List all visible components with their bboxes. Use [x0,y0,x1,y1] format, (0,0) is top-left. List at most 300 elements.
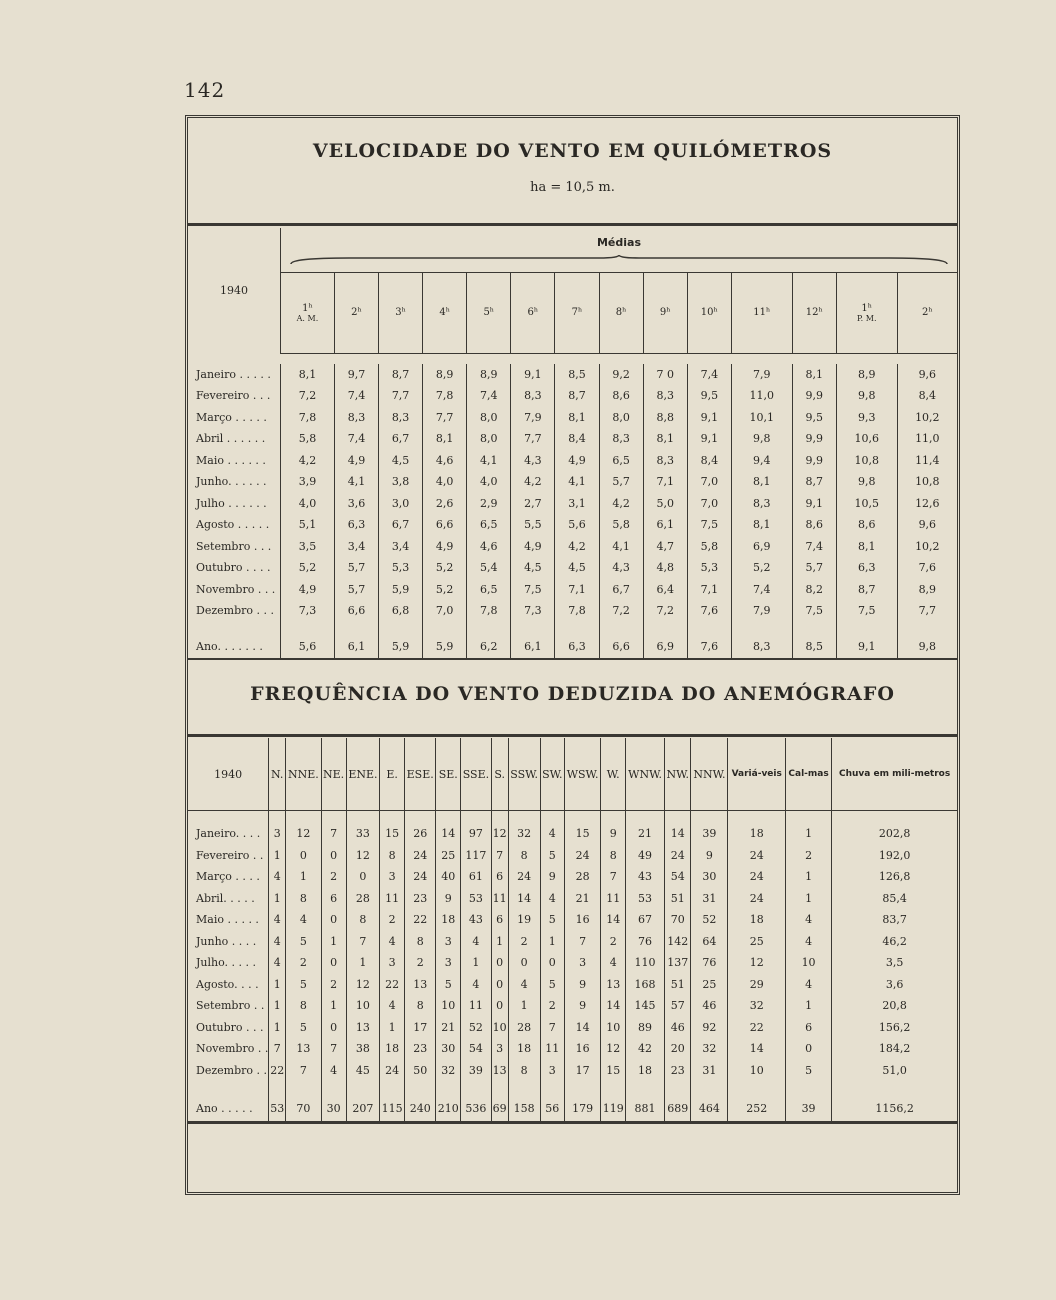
frequency-cell: 22 [728,1017,785,1039]
frequency-cell: 0 [540,952,564,974]
frequency-cell: 3 [491,1038,508,1060]
frequency-cell: 126,8 [878,870,911,884]
frequency-cell: 22 [404,909,435,931]
frequency-cell: 14 [728,1038,785,1060]
frequency-cell: 23 [404,888,435,910]
speed-cell: 8,1 [281,364,335,386]
speed-cell: 4,6 [423,450,467,472]
page-frame [185,115,960,1195]
direction-header: SSW. [508,738,540,811]
frequency-cell: 45 [346,1060,380,1082]
frequency-cell: 25 [691,974,728,996]
gap-cell [601,1081,626,1095]
month-label: Setembro . . [188,995,269,1017]
month-label: Junho . . . . [188,931,269,953]
frequency-cell: 54 [665,866,691,888]
speed-cell: 8,7 [792,471,836,493]
frequency-cell: 145 [626,995,665,1017]
speed-cell: 7,4 [687,364,731,386]
frequency-cell: 4 [461,931,492,953]
frequency-cell: 20,8 [882,999,907,1013]
month-label: Dezembro . . . [188,600,281,622]
spacer-cell [665,811,691,824]
frequency-cell: 24 [404,866,435,888]
frequency-cell: 16 [564,909,601,931]
table-row [188,952,957,974]
annual-cell: 9,8 [918,640,937,653]
speed-cell: 5,7 [334,579,378,601]
frequency-cell: 28 [346,888,380,910]
frequency-cell: 5 [286,1017,322,1039]
gap-cell [728,1081,785,1095]
speed-cell: 7,0 [687,493,731,515]
speed-cell: 7,8 [467,600,511,622]
frequency-cell: 76 [626,931,665,953]
table-row [188,1017,957,1039]
frequency-cell: 4 [785,909,831,931]
speed-cell: 8,7 [836,579,897,601]
direction-header: NE. [321,738,346,811]
frequency-cell: 17 [564,1060,601,1082]
hour-label: 2ʰ [351,307,362,319]
speed-cell: 9,8 [836,385,897,407]
speed-cell: 7 0 [643,364,687,386]
frequency-cell: 12 [601,1038,626,1060]
annual-cell: 39 [785,1095,831,1123]
frequency-cell: 1 [540,931,564,953]
gap-cell [380,1081,405,1095]
annual-cell: 7,6 [687,634,731,660]
frequency-cell: 25 [436,845,461,867]
frequency-cell: 9 [691,845,728,867]
medias-label: Médias [596,235,642,249]
frequency-cell: 9 [564,995,601,1017]
speed-cell: 5,7 [792,557,836,579]
speed-cell: 7,6 [687,600,731,622]
speed-cell: 4,9 [511,536,555,558]
speed-cell: 7,2 [643,600,687,622]
gap-cell [665,1081,691,1095]
annual-cell: 8,3 [731,634,792,660]
direction-header: SW. [540,738,564,811]
frequency-cell: 15 [564,823,601,845]
frequency-cell: 50 [404,1060,435,1082]
table-row [188,909,957,931]
frequency-cell: 52 [691,909,728,931]
speed-cell: 9,1 [792,493,836,515]
frequency-cell: 22 [380,974,405,996]
frequency-cell: 32 [508,823,540,845]
direction-header: NW. [665,738,691,811]
speed-cell: 4,7 [643,536,687,558]
frequency-cell: 14 [564,1017,601,1039]
frequency-cell: 85,4 [882,891,907,905]
hour-period: P. M. [856,313,877,323]
table-row [188,888,957,910]
frequency-cell: 11 [380,888,405,910]
gap-cell [832,1081,957,1095]
frequency-cell: 23 [404,1038,435,1060]
speed-cell: 6,1 [643,514,687,536]
speed-cell: 4,8 [643,557,687,579]
speed-cell: 6,4 [643,579,687,601]
frequency-cell: 6 [491,866,508,888]
speed-cell: 6,6 [423,514,467,536]
speed-cell: 9,8 [836,471,897,493]
frequency-cell: 2 [286,952,322,974]
frequency-cell: 52 [461,1017,492,1039]
annual-cell: 689 [665,1095,691,1123]
spacer-cell [404,811,435,824]
spacer-cell [508,811,540,824]
frequency-cell: 0 [321,1017,346,1039]
direction-header: N. [269,738,286,811]
frequency-cell: 21 [436,1017,461,1039]
t1-year-header: 1940 [188,228,281,353]
frequency-cell: 3 [380,952,405,974]
frequency-cell: 8 [380,845,405,867]
hour-label: 3ʰ [395,307,406,319]
speed-cell: 9,1 [687,407,731,429]
speed-cell: 8,3 [511,385,555,407]
speed-cell: 7,7 [379,385,423,407]
hour-header [511,273,555,353]
frequency-cell: 2 [601,931,626,953]
frequency-cell: 53 [626,888,665,910]
speed-cell: 4,2 [281,450,335,472]
speed-cell: 5,8 [281,428,335,450]
annual-cell: 6,2 [467,634,511,660]
speed-cell: 9,6 [918,367,937,381]
speed-cell: 8,0 [599,407,643,429]
speed-cell: 8,6 [792,514,836,536]
month-label: Maio . . . . . . [188,450,281,472]
speed-cell: 8,1 [731,471,792,493]
speed-cell: 7,1 [643,471,687,493]
speed-cell: 7,0 [423,600,467,622]
frequency-cell: 4 [286,909,322,931]
frequency-cell: 32 [691,1038,728,1060]
speed-cell: 7,5 [836,600,897,622]
speed-cell: 7,1 [687,579,731,601]
direction-header: S. [491,738,508,811]
frequency-cell: 8 [508,845,540,867]
hour-header [467,273,511,353]
speed-cell: 5,9 [379,579,423,601]
speed-cell: 8,3 [599,428,643,450]
frequency-cell: 5 [436,974,461,996]
frequency-cell: 12 [286,823,322,845]
speed-cell: 9,3 [836,407,897,429]
month-label: Agosto . . . . . [188,514,281,536]
spacer-cell [286,811,322,824]
speed-cell: 10,2 [915,539,940,553]
hour-label: 6ʰ [527,307,539,319]
speed-cell: 4,9 [555,450,599,472]
frequency-cell: 18 [626,1060,665,1082]
frequency-cell: 8 [404,931,435,953]
frequency-cell: 8 [508,1060,540,1082]
frequency-cell: 4 [380,995,405,1017]
rule-t2 [188,734,957,737]
speed-cell: 7,5 [687,514,731,536]
spacer-cell [188,353,957,364]
table-row [188,866,957,888]
frequency-cell: 51 [665,888,691,910]
frequency-cell: 4 [601,952,626,974]
frequency-cell: 0 [321,845,346,867]
speed-cell: 6,3 [334,514,378,536]
frequency-cell: 9 [564,974,601,996]
frequency-cell: 18 [436,909,461,931]
frequency-cell: 5 [540,974,564,996]
speed-cell: 7,1 [555,579,599,601]
frequency-cell: 46,2 [882,934,907,948]
frequency-cell: 2 [321,866,346,888]
frequency-cell: 51 [665,974,691,996]
direction-header: E. [380,738,405,811]
frequency-cell: 0 [491,974,508,996]
hour-header [643,273,687,353]
table-row [188,493,957,515]
frequency-cell: 3 [540,1060,564,1082]
speed-cell: 4,9 [423,536,467,558]
frequency-cell: 4 [540,823,564,845]
speed-cell: 7,4 [731,579,792,601]
frequency-cell: 7 [321,823,346,845]
gap-row [188,1081,957,1095]
hour-label: 10ʰ [700,307,718,319]
frequency-cell: 10 [346,995,380,1017]
frequency-cell: 28 [564,866,601,888]
frequency-cell: 156,2 [878,1020,911,1034]
table-row [188,974,957,996]
frequency-cell: 13 [286,1038,322,1060]
hour-label: 4ʰ [439,307,451,319]
gap-cell [188,622,281,634]
frequency-cell: 3 [380,866,405,888]
frequency-cell: 49 [626,845,665,867]
frequency-cell: 1 [269,1017,286,1039]
frequency-cell: 10 [436,995,461,1017]
frequency-cell: 9 [601,823,626,845]
speed-cell: 4,0 [467,471,511,493]
spacer-cell [540,811,564,824]
speed-cell: 8,9 [423,364,467,386]
spacer-cell [380,811,405,824]
frequency-cell: 43 [626,866,665,888]
frequency-cell: 4 [508,974,540,996]
gap-cell [508,1081,540,1095]
frequency-cell: 1 [269,845,286,867]
frequency-cell: 0 [321,909,346,931]
spacer-cell [436,811,461,824]
frequency-cell: 22 [269,1060,286,1082]
speed-cell: 10,5 [836,493,897,515]
frequency-cell: 61 [461,866,492,888]
gap-cell [334,622,378,634]
annual-cell: 69 [491,1095,508,1123]
frequency-cell: 13 [601,974,626,996]
direction-header: NNE. [286,738,322,811]
table-row [188,579,957,601]
medias-brace [289,255,949,265]
frequency-cell: 8 [286,888,322,910]
frequency-cell: 4 [321,1060,346,1082]
speed-cell: 7,4 [467,385,511,407]
gap-cell [626,1081,665,1095]
month-label: Maio . . . . . [188,909,269,931]
annual-cell: 881 [626,1095,665,1123]
frequency-cell: 70 [665,909,691,931]
frequency-cell: 14 [601,995,626,1017]
frequency-cell: 10 [728,1060,785,1082]
speed-cell: 4,0 [423,471,467,493]
frequency-cell: 29 [728,974,785,996]
frequency-cell: 202,8 [878,827,911,841]
speed-cell: 6,5 [467,514,511,536]
frequency-cell: 12 [346,974,380,996]
speed-cell: 4,5 [379,450,423,472]
annual-label: Ano . . . . . [188,1095,269,1123]
direction-header: W. [601,738,626,811]
annual-cell: 119 [601,1095,626,1123]
hour-header [555,273,599,353]
annual-cell: 6,1 [511,634,555,660]
calmas-header: Cal-mas [785,738,831,811]
frequency-cell: 6 [321,888,346,910]
hour-label: 8ʰ [615,307,627,319]
speed-cell: 9,2 [599,364,643,386]
direction-header: WNW. [626,738,665,811]
speed-cell: 8,3 [334,407,378,429]
frequency-cell: 23 [665,1060,691,1082]
speed-cell: 3,1 [555,493,599,515]
speed-cell: 8,1 [643,428,687,450]
frequency-cell: 5 [540,845,564,867]
gap-cell [404,1081,435,1095]
speed-cell: 9,9 [792,450,836,472]
gap-cell [555,622,599,634]
hour-header [687,273,731,353]
frequency-cell: 76 [691,952,728,974]
frequency-cell: 83,7 [882,913,907,927]
frequency-cell: 7 [540,1017,564,1039]
speed-cell: 6,7 [379,428,423,450]
table-row [188,557,957,579]
hour-header [379,273,423,353]
frequency-cell: 89 [626,1017,665,1039]
speed-cell: 3,9 [281,471,335,493]
annual-cell: 115 [380,1095,405,1123]
annual-label: Ano. . . . . . . [188,634,281,660]
frequency-cell: 10 [491,1017,508,1039]
speed-cell: 10,1 [731,407,792,429]
speed-cell: 8,8 [643,407,687,429]
speed-cell: 2,9 [467,493,511,515]
speed-cell: 5,2 [423,579,467,601]
gap-cell [423,622,467,634]
medias-header [281,228,958,273]
frequency-cell: 6 [785,1017,831,1039]
speed-cell: 5,5 [511,514,555,536]
frequency-cell: 110 [626,952,665,974]
frequency-cell: 2 [508,931,540,953]
speed-cell: 9,9 [792,385,836,407]
spacer-cell [188,811,269,824]
speed-cell: 3,0 [379,493,423,515]
frequency-cell: 1 [785,823,831,845]
speed-cell: 5,3 [379,557,423,579]
speed-cell: 8,9 [836,364,897,386]
speed-cell: 6,5 [599,450,643,472]
frequency-cell: 31 [691,1060,728,1082]
speed-cell: 5,6 [555,514,599,536]
frequency-cell: 18 [728,823,785,845]
frequency-cell: 3 [564,952,601,974]
gap-cell [436,1081,461,1095]
frequency-cell: 142 [665,931,691,953]
speed-cell: 5,4 [467,557,511,579]
annual-cell: 9,1 [836,634,897,660]
speed-cell: 10,6 [836,428,897,450]
gap-cell [269,1081,286,1095]
frequency-cell: 54 [461,1038,492,1060]
frequency-cell: 168 [626,974,665,996]
speed-cell: 6,9 [731,536,792,558]
table-row [188,823,957,845]
spacer-cell [321,811,346,824]
speed-cell: 8,7 [555,385,599,407]
frequency-cell: 42 [626,1038,665,1060]
variaveis-header: Variá-veis [728,738,785,811]
annual-cell: 179 [564,1095,601,1123]
speed-cell: 8,7 [379,364,423,386]
speed-cell: 6,3 [836,557,897,579]
direction-header: ESE. [404,738,435,811]
gap-cell [691,1081,728,1095]
speed-cell: 6,7 [379,514,423,536]
speed-cell: 2,7 [511,493,555,515]
speed-cell: 7,4 [792,536,836,558]
frequency-cell: 13 [346,1017,380,1039]
frequency-cell: 9 [540,866,564,888]
direction-header: SE. [436,738,461,811]
frequency-cell: 5 [785,1060,831,1082]
speed-cell: 8,0 [467,407,511,429]
gap-cell [785,1081,831,1095]
annual-cell: 6,1 [334,634,378,660]
frequency-cell: 7 [321,1038,346,1060]
speed-cell: 7,9 [731,364,792,386]
speed-cell: 4,9 [334,450,378,472]
hour-label: 1ʰ [861,302,873,314]
frequency-cell: 24 [665,845,691,867]
speed-cell: 7,4 [334,385,378,407]
frequency-cell: 2 [380,909,405,931]
speed-cell: 7,5 [511,579,555,601]
frequency-cell: 8 [286,995,322,1017]
month-label: Fevereiro . . . [188,385,281,407]
frequency-cell: 1 [321,931,346,953]
speed-cell: 4,5 [511,557,555,579]
frequency-cell: 18 [380,1038,405,1060]
speed-cell: 8,4 [687,450,731,472]
speed-cell: 8,2 [792,579,836,601]
speed-cell: 9,1 [511,364,555,386]
month-label: Outubro . . . . [188,557,281,579]
speed-cell: 9,1 [687,428,731,450]
